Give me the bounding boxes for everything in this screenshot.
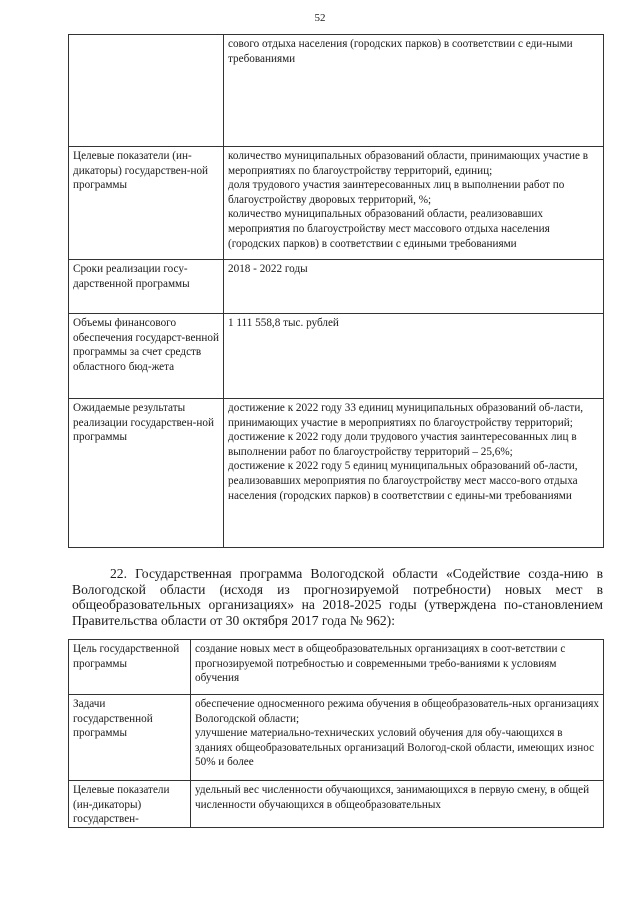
value-line: сового отдыха населения (городских парков) в соответствии с еди-ными требованиями — [228, 38, 573, 65]
row-label: Объемы финансового обеспечения государст-венной программы за счет средств областного бюд-жета — [69, 314, 224, 399]
page-number: 52 — [314, 12, 326, 24]
value-line: достижение к 2022 году 33 единиц муниципальных образований об-ласти, принимающих участие в мероприятиях по благоустройству территорий; — [228, 402, 584, 429]
table-row — [69, 399, 604, 548]
value-line: удельный вес численности обучающихся, занимающихся в первую смену, в общей численности обучающихся в общеобразовательных — [195, 784, 590, 811]
table-row — [69, 260, 604, 314]
value-line: достижение к 2022 году доли трудового участия заинтересованных лиц в выполнении работ по благоустройству территорий – 25,6%; — [228, 431, 577, 458]
value-line: 1 111 558,8 тыс. рублей — [228, 317, 339, 329]
row-label: Цель государственной программы — [69, 640, 191, 695]
row-value — [191, 640, 604, 695]
value-line: доля трудового участия заинтересованных лиц в выполнении работ по благоустройству дворовых территорий, %; — [228, 179, 565, 206]
row-label: Целевые показатели (ин-дикаторы) государствен- — [69, 781, 191, 828]
row-value — [224, 147, 604, 260]
row-label: Задачи государственной программы — [69, 695, 191, 781]
row-value — [191, 781, 604, 828]
row-value — [191, 695, 604, 781]
program-passport-table-22 — [68, 639, 604, 828]
value-line: создание новых мест в общеобразовательных организациях в соот-ветствии с прогнозируемой потребностью и современными требо-ваниями к условиям обучения — [195, 643, 566, 685]
row-label: Целевые показатели (ин-дикаторы) государствен-ной программы — [69, 147, 224, 260]
row-value — [224, 260, 604, 314]
row-label: Ожидаемые результаты реализации государствен-ной программы — [69, 399, 224, 548]
row-label: Сроки реализации госу-дарственной программы — [69, 260, 224, 314]
row-value — [224, 35, 604, 147]
value-line: обеспечение односменного режима обучения в общеобразователь-ных организациях Вологодской области; — [195, 698, 599, 725]
table-row — [69, 35, 604, 147]
table-row — [69, 640, 604, 695]
section-heading: 22. Государственная программа Вологодской области «Содействие созда-нию в Вологодской области (исходя из прогнозируемой потребности) новых мест в общеобразовательных организациях» на 2018-2025 годы (утверждена по-становлением Правительства области от 30 октября 2017 года № 962): — [72, 566, 603, 629]
value-line: количество муниципальных образований области, реализовавших мероприятия по благоустройству мест массового отдыха населения (городских парков) в соответствии с едиными требованиями — [228, 208, 550, 250]
value-line: улучшение материально-технических условий обучения для обу-чающихся в зданиях общеобразовательных организаций Вологод-ской области, имеющих износ 50% и более — [195, 727, 595, 769]
table-row — [69, 314, 604, 399]
table-row — [69, 147, 604, 260]
program-passport-table-21 — [68, 34, 604, 548]
table-row — [69, 695, 604, 781]
value-line: 2018 - 2022 годы — [228, 263, 308, 275]
value-line: достижение к 2022 году 5 единиц муниципальных образований об-ласти, реализовавших мероприятия по благоустройству мест массо-вого отдыха населения (городских парков) в соответствии с едины-ми требованиями — [228, 460, 578, 502]
row-label — [69, 35, 224, 147]
table-row — [69, 781, 604, 828]
row-value — [224, 314, 604, 399]
row-value — [224, 399, 604, 548]
value-line: количество муниципальных образований области, принимающих участие в мероприятиях по благоустройству территорий, единиц; — [228, 150, 589, 177]
